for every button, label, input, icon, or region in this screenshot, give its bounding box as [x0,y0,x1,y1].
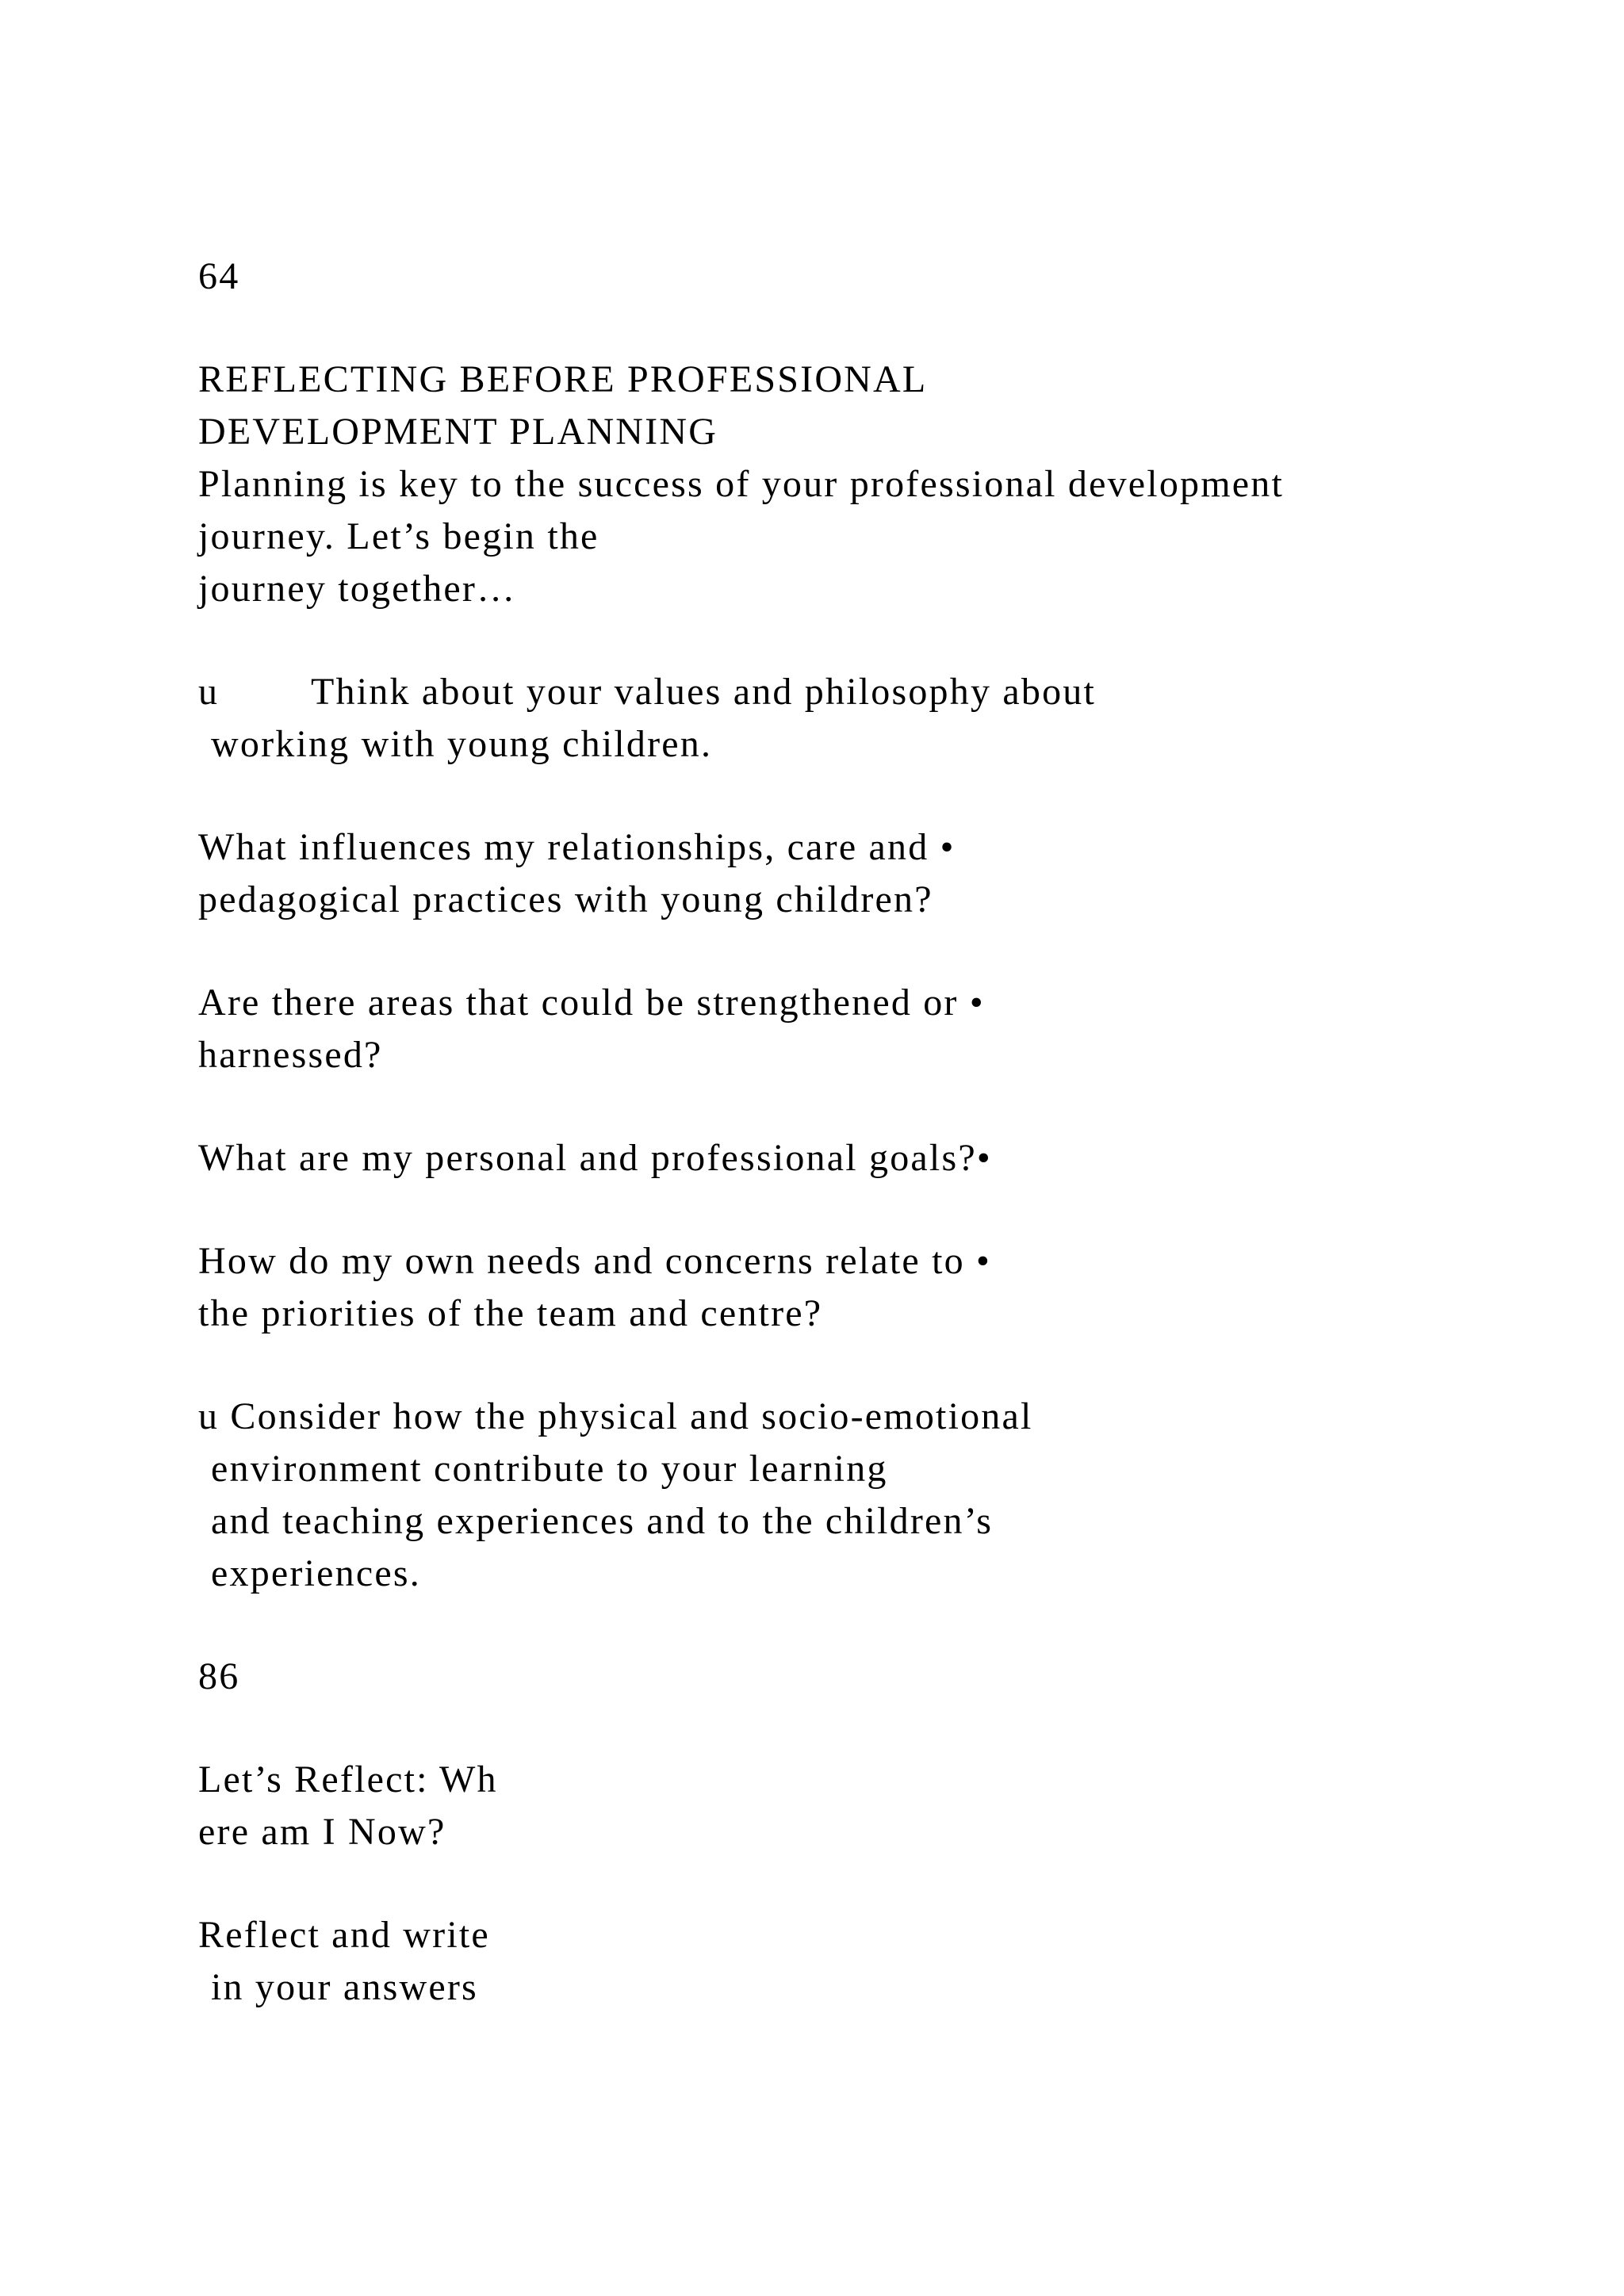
item1-line-1: Think about your values and philosophy about [311,671,1097,713]
heading-line-1: REFLECTING BEFORE PROFESSIONAL [198,358,928,400]
intro-line-1: Planning is key to the success of your professional development [198,463,1285,505]
reflect-title-line-1: Let’s Reflect: Wh [198,1758,498,1800]
intro-line-3: journey together… [198,568,517,610]
reflect-prompt-line-2: in your answers [211,1966,478,2008]
reflect-title-line-2: ere am I Now? [198,1811,446,1853]
item1-line-2: working with young children. [211,723,713,765]
item2-line-4: experiences. [211,1552,421,1594]
intro-line-2: journey. Let’s begin the [198,515,599,557]
question-2-line-2: harnessed? [198,1034,383,1076]
item2-line-3: and teaching experiences and to the children’s [211,1500,994,1542]
question-1-line-2: pedagogical practices with young children? [198,878,933,920]
question-2-line-1: Are there areas that could be strengthened or • [198,982,985,1024]
item2-line-2: environment contribute to your learning [211,1448,888,1490]
heading-line-2: DEVELOPMENT PLANNING [198,411,718,453]
reflect-prompt-line-1: Reflect and write [198,1914,490,1956]
page-number-bottom: 86 [198,1655,240,1697]
question-4-line-2: the priorities of the team and centre? [198,1292,823,1334]
bullet-marker: u [198,671,220,713]
item2-line-1: u Consider how the physical and socio-emotional [198,1395,1033,1437]
page-number-top: 64 [198,255,240,297]
question-1-line-1: What influences my relationships, care and • [198,826,956,868]
question-3-line-1: What are my personal and professional goals?• [198,1137,992,1179]
question-4-line-1: How do my own needs and concerns relate to • [198,1240,992,1282]
